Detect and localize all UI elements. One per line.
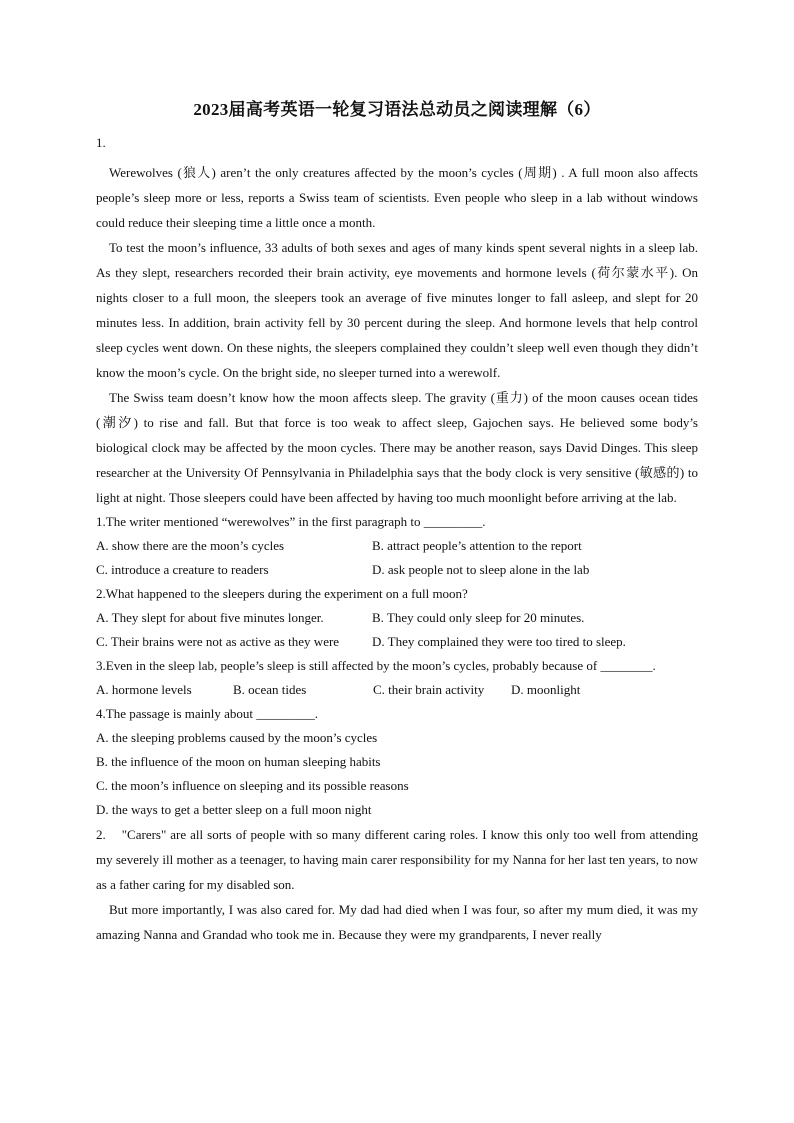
option-d: D. They complained they were too tired to sleep.: [372, 634, 626, 649]
option-c: C. Their brains were not as active as they were: [96, 634, 340, 649]
option-a: A. They slept for about five minutes longer.: [96, 610, 324, 625]
section-number: 1.: [96, 135, 106, 150]
document-page: [96, 95, 702, 947]
option-b: B. the influence of the moon on human sleeping habits: [96, 754, 381, 769]
option-c: C. the moon’s influence on sleeping and its possible reasons: [96, 778, 409, 793]
option-row: [96, 630, 698, 654]
option-row: [96, 534, 698, 558]
option-a: A. hormone levels: [96, 682, 192, 697]
option-row: [96, 678, 698, 702]
passage-paragraph: The Swiss team doesn’t know how the moon affects sleep. The gravity (重力) of the moon causes ocean tides (潮汐) to rise and fall. But that force is too weak to affect sleep, Gajochen says. He believed some body’s biological clock may be affected by the moon cycles. There may be another reason, says David Dinges. This sleep researcher at the University Of Pennsylvania in Philadelphia says that the body clock is very sensitive (敏感的) to light at night. Those sleepers could have been affected by having too much moonlight before arriving at the lab.: [96, 390, 698, 505]
option-c: C. their brain activity: [373, 682, 485, 697]
option-row: [96, 558, 698, 582]
passage-paragraph: To test the moon’s influence, 33 adults of both sexes and ages of many kinds spent several nights in a sleep lab. As they slept, researchers recorded their brain activity, eye movements and hormone levels (荷尔蒙水平). On nights closer to a full moon, the sleepers took an average of five minutes longer to fall asleep, and slept for 20 minutes less. In addition, brain activity fell by 30 percent during the sleep. And hormone levels that help control sleep cycles went down. On these nights, the sleepers complained they couldn’t sleep well even though they didn’t know the moon’s cycle. On the bright side, no sleeper turned into a werewolf.: [96, 240, 698, 380]
option-c: C. introduce a creature to readers: [96, 562, 269, 577]
option-d: D. the ways to get a better sleep on a full moon night: [96, 802, 372, 817]
passage-paragraph: 2. "Carers" are all sorts of people with so many different caring roles. I know this only too well from attending my severely ill mother as a teenager, to having main carer responsibility for my Nanna for her last ten years, to now as a father caring for my disabled son.: [96, 827, 702, 892]
document-title: 2023届高考英语一轮复习语法总动员之阅读理解（6）: [193, 100, 601, 119]
option-a: A. the sleeping problems caused by the moon’s cycles: [96, 730, 378, 745]
question-stem: 3.Even in the sleep lab, people’s sleep is still affected by the moon’s cycles, probably because of ________.: [96, 658, 656, 673]
passage-paragraph: Werewolves (狼人) aren’t the only creatures affected by the moon’s cycles (周期) . A full moon also affects people’s sleep more or less, reports a Swiss team of scientists. Even people who sleep in a lab without windows could reduce their sleeping time a little once a month.: [96, 165, 698, 230]
option-b: B. attract people’s attention to the report: [372, 538, 582, 553]
passage-paragraph: But more importantly, I was also cared for. My dad had died when I was four, so after my mum died, it was my amazing Nanna and Grandad who took me in. Because they were my grandparents, I never really: [96, 902, 698, 942]
option-row: [96, 606, 698, 630]
option-d: D. moonlight: [511, 682, 581, 697]
option-d: D. ask people not to sleep alone in the lab: [372, 562, 590, 577]
option-b: B. ocean tides: [233, 682, 307, 697]
question-stem: 4.The passage is mainly about _________.: [96, 706, 319, 721]
question-stem: 2.What happened to the sleepers during the experiment on a full moon?: [96, 586, 468, 601]
question-stem: 1.The writer mentioned “werewolves” in the first paragraph to _________.: [96, 514, 486, 529]
option-b: B. They could only sleep for 20 minutes.: [372, 610, 585, 625]
option-a: A. show there are the moon’s cycles: [96, 538, 285, 553]
